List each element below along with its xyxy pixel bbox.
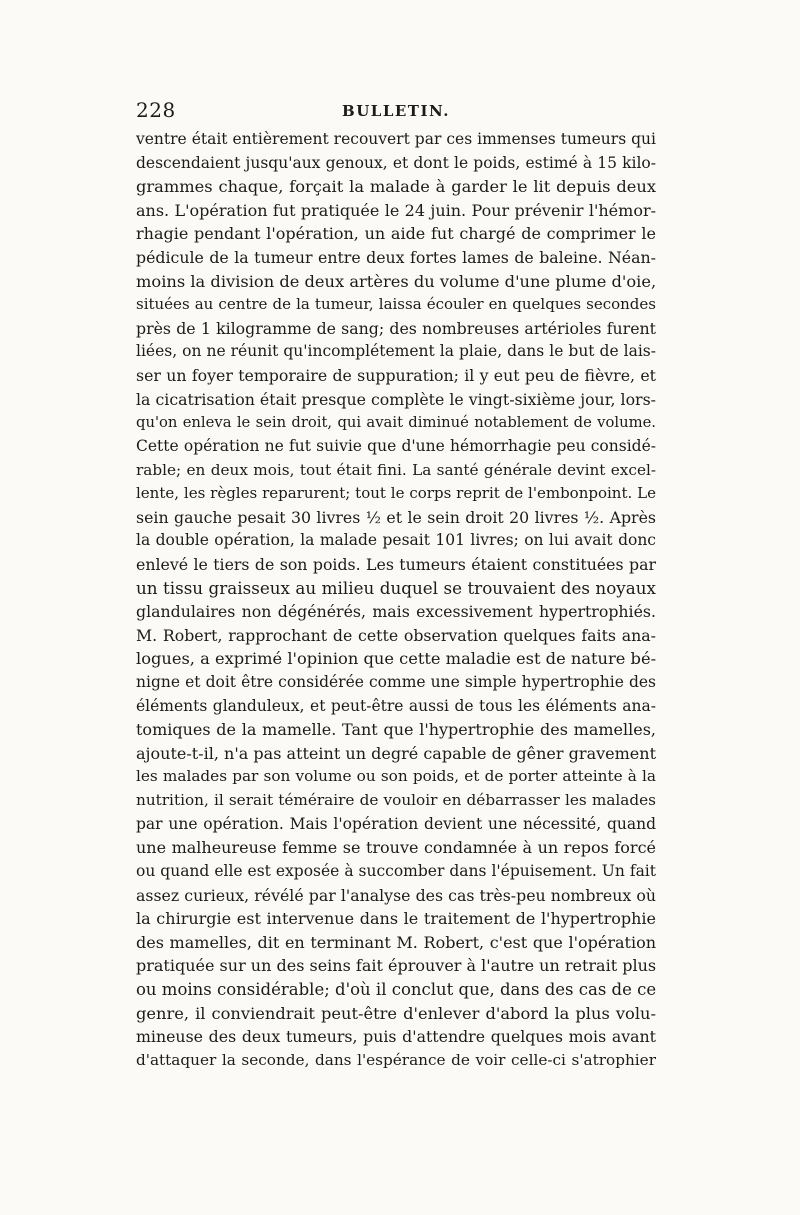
text-line: par une opération. Mais l'opération devient une nécessité, quand <box>136 814 656 833</box>
text-line: moins la division de deux artères du volume d'une plume d'oie, <box>136 271 656 291</box>
text-line: la chirurgie est intervenue dans le traitement de l'hypertrophie <box>136 909 656 929</box>
text-line: assez curieux, révélé par l'analyse des cas très-peu nombreux où <box>136 885 656 905</box>
text-line: logues, a exprimé l'opinion que cette maladie est de nature bé- <box>136 649 656 669</box>
text-line: pratiquée sur un des seins fait éprouver à l'autre un retrait plus <box>136 956 656 976</box>
text-line: Cette opération ne fut suivie que d'une hémorrhagie peu considé- <box>136 436 656 455</box>
page-header <box>136 98 656 126</box>
text-line: situées au centre de la tumeur, laissa écouler en quelques secondes <box>136 295 656 314</box>
text-line: rhagie pendant l'opération, un aide fut chargé de comprimer le <box>136 224 656 244</box>
text-line: genre, il conviendrait peut-être d'enlever d'abord la plus volu- <box>136 1003 656 1023</box>
text-line: une malheureuse femme se trouve condamnée à un repos forcé <box>136 838 656 858</box>
text-line: éléments glanduleux, et peut-être aussi de tous les éléments ana- <box>136 696 656 715</box>
text-line: M. Robert, rapprochant de cette observation quelques faits ana- <box>136 625 656 645</box>
text-line: ajoute-t-il, n'a pas atteint un degré capable de gêner gravement <box>136 743 656 763</box>
text-line: des mamelles, dit en terminant M. Robert, c'est que l'opération <box>136 932 656 952</box>
text-line: la cicatrisation était presque complète le vingt-sixième jour, lors- <box>136 389 656 409</box>
text-line: ser un foyer temporaire de suppuration; il y eut peu de fièvre, et <box>136 366 656 386</box>
text-line: ventre était entièrement recouvert par ces immenses tumeurs qui <box>136 130 656 148</box>
text-line: près de 1 kilogramme de sang; des nombreuses artérioles furent <box>136 318 656 338</box>
text-line: sein gauche pesait 30 livres ½ et le sein droit 20 livres ½. Après <box>136 507 656 527</box>
text-line: tomiques de la mamelle. Tant que l'hypertrophie des mamelles, <box>136 720 656 740</box>
text-line: lente, les règles reparurent; tout le corps reprit de l'embonpoint. Le <box>136 484 656 503</box>
text-line: enlevé le tiers de son poids. Les tumeurs étaient constituées par <box>136 554 656 574</box>
text-line: pédicule de la tumeur entre deux fortes lames de baleine. Néan- <box>136 248 656 268</box>
running-head: BULLETIN. <box>342 102 450 120</box>
text-line: ou quand elle est exposée à succomber dans l'épuisement. Un fait <box>136 861 656 880</box>
text-line: nutrition, il serait téméraire de vouloir en débarrasser les malades <box>136 791 656 810</box>
text-line: descendaient jusqu'aux genoux, et dont le poids, estimé à 15 kilo- <box>136 153 656 172</box>
text-line: d'attaquer la seconde, dans l'espérance de voir celle-ci s'atrophier <box>136 1050 656 1069</box>
text-line: mineuse des deux tumeurs, puis d'attendre quelques mois avant <box>136 1027 656 1047</box>
text-line: nigne et doit être considérée comme une simple hypertrophie des <box>136 673 656 692</box>
text-line: un tissu graisseux au milieu duquel se trouvaient des noyaux <box>136 577 656 598</box>
text-line: glandulaires non dégénérés, mais excessivement hypertrophiés. <box>136 602 656 622</box>
body-text <box>136 128 656 1072</box>
text-line: les malades par son volume ou son poids, et de porter atteinte à la <box>136 767 656 786</box>
text-line: ou moins considérable; d'où il conclut que, dans des cas de ce <box>136 979 656 999</box>
text-line: grammes chaque, forçait la malade à garder le lit depuis deux <box>136 177 656 197</box>
text-line: rable; en deux mois, tout était fini. La santé générale devint excel- <box>136 460 656 479</box>
text-line: liées, on ne réunit qu'incomplétement la plaie, dans le but de lais- <box>136 342 656 361</box>
text-line: la double opération, la malade pesait 101 livres; on lui avait donc <box>136 531 656 550</box>
text-line: ans. L'opération fut pratiquée le 24 juin. Pour prévenir l'hémor- <box>136 200 656 220</box>
page-number: 228 <box>136 98 176 122</box>
text-line: qu'on enleva le sein droit, qui avait diminué notablement de volume. <box>136 414 656 432</box>
